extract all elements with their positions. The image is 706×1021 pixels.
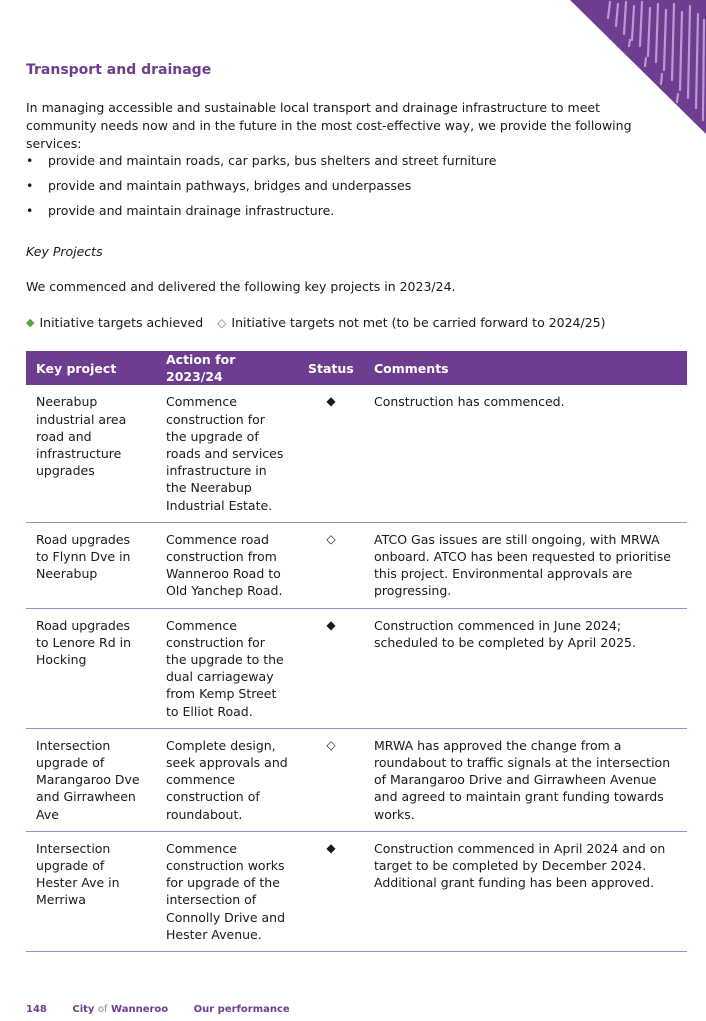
project-cell: Road upgrades to Lenore Rd in Hocking — [26, 608, 156, 728]
key-projects-table — [26, 351, 687, 952]
status-diamond-icon: ◇ — [298, 522, 364, 608]
project-cell: Neerabup industrial area road and infrastructure upgrades — [26, 385, 156, 522]
list-item: • provide and maintain roads, car parks, bus shelters and street furniture — [26, 153, 497, 168]
comments-cell: Construction has commenced. — [364, 385, 687, 522]
action-cell: Commence construction for the upgrade to the dual carriageway from Kemp Street to Elliot Road. — [156, 608, 298, 728]
action-cell: Commence construction for the upgrade of roads and services infrastructure in the Neerabup Industrial Estate. — [156, 385, 298, 522]
section-heading: Transport and drainage — [26, 62, 212, 78]
page-number: 148 — [26, 1004, 47, 1015]
list-item: • provide and maintain pathways, bridges and underpasses — [26, 178, 412, 193]
action-cell: Complete design, seek approvals and commence construction of roundabout. — [156, 728, 298, 831]
page-footer — [26, 1004, 312, 1015]
header-key-project: Key project — [26, 351, 156, 385]
achieved-label: Initiative targets achieved — [39, 315, 204, 330]
status-diamond-icon: ◆ — [298, 608, 364, 728]
status-diamond-icon: ◇ — [298, 728, 364, 831]
project-cell: Intersection upgrade of Hester Ave in Merriwa — [26, 831, 156, 951]
comments-cell: Construction commenced in April 2024 and on target to be completed by December 2024. Additional grant funding has been approved. — [364, 831, 687, 951]
table-row — [26, 522, 687, 608]
city-logo-text: City of Wanneroo — [72, 1004, 169, 1015]
project-cell: Road upgrades to Flynn Dve in Neerabup — [26, 522, 156, 608]
table-row — [26, 831, 687, 951]
not-met-diamond-icon: ◇ — [217, 315, 227, 330]
table-row — [26, 728, 687, 831]
comments-cell: ATCO Gas issues are still ongoing, with MRWA onboard. ATCO has been requested to prioritise this project. Environmental approvals are progressing. — [364, 522, 687, 608]
status-legend — [26, 315, 606, 330]
list-item: • provide and maintain drainage infrastructure. — [26, 203, 335, 218]
header-comments: Comments — [364, 351, 687, 385]
footer-section: Our performance — [193, 1004, 290, 1015]
table-row — [26, 608, 687, 728]
intro-paragraph: In managing accessible and sustainable local transport and drainage infrastructure to meet community needs now and in the future in the most cost-effective way, we provide the following services: — [26, 100, 632, 151]
not-met-label: Initiative targets not met (to be carried forward to 2024/25) — [231, 315, 606, 330]
comments-cell: Construction commenced in June 2024; scheduled to be completed by April 2025. — [364, 608, 687, 728]
project-cell: Intersection upgrade of Marangaroo Dve and Girrawheen Ave — [26, 728, 156, 831]
table-header-row — [26, 351, 687, 385]
action-cell: Commence construction works for upgrade of the intersection of Connolly Drive and Hester Avenue. — [156, 831, 298, 951]
commenced-text: We commenced and delivered the following key projects in 2023/24. — [26, 279, 456, 294]
status-diamond-icon: ◆ — [298, 385, 364, 522]
key-projects-label: Key Projects — [26, 244, 103, 259]
comments-cell: MRWA has approved the change from a roundabout to traffic signals at the intersection of Marangaroo Drive and Girrawheen Avenue and agreed to maintain grant funding towards works. — [364, 728, 687, 831]
achieved-diamond-icon: ◆ — [26, 316, 35, 329]
services-list — [26, 152, 666, 227]
header-status: Status — [298, 351, 364, 385]
action-cell: Commence road construction from Wanneroo Road to Old Yanchep Road. — [156, 522, 298, 608]
header-action: Action for 2023/24 — [156, 351, 298, 385]
status-diamond-icon: ◆ — [298, 831, 364, 951]
table-row — [26, 385, 687, 522]
